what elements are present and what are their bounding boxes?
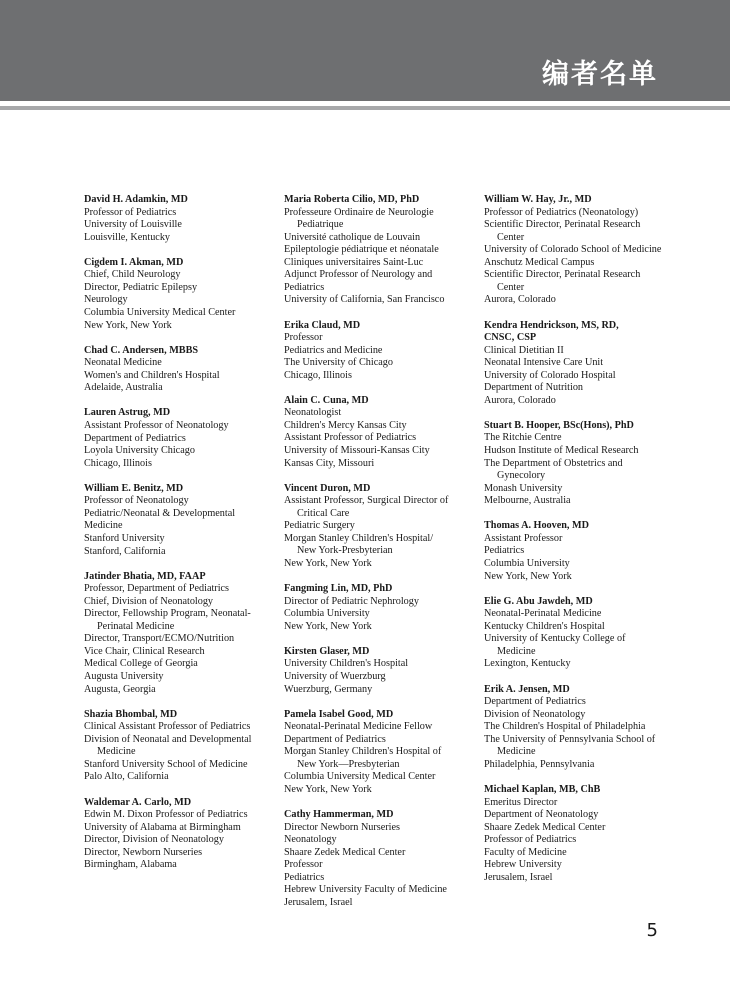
affiliation-line: Medicine — [497, 746, 536, 758]
affiliation-line: Gynecolory — [497, 470, 546, 482]
affiliation-line: Columbia University Medical Center — [84, 306, 236, 318]
affiliation-line: The Children's Hospital of Philadelphia — [484, 721, 646, 733]
affiliation-line: University of Wuerzburg — [284, 671, 386, 683]
affiliation-line: Center — [497, 231, 525, 243]
affiliation-line: Scientific Director, Perinatal Research — [484, 219, 641, 231]
affiliation-line: Assistant Professor of Neonatology — [84, 419, 229, 431]
affiliation-line: Assistant Professor — [484, 532, 563, 544]
affiliation-line: Professor, Department of Pediatrics — [84, 583, 230, 595]
affiliation-line: New York—Presbyterian — [297, 758, 400, 770]
contributor-name: Kirsten Glaser, MD — [284, 645, 370, 657]
contributor-name: Thomas A. Hooven, MD — [484, 520, 589, 532]
affiliation-line: The Department of Obstetrics and — [484, 457, 623, 469]
header-rule — [0, 106, 730, 110]
affiliation-line: Pediatric/Neonatal & Developmental Medicine — [84, 507, 236, 532]
contributor-name: Shazia Bhombal, MD — [84, 708, 178, 720]
contributor-entry — [484, 596, 674, 671]
affiliation-line: Neonatal-Perinatal Medicine — [484, 608, 602, 620]
affiliation-line: University Children's Hospital — [284, 658, 409, 670]
affiliation-line: University of Colorado School of Medicine — [484, 244, 662, 256]
affiliation-line: Aurora, Colorado — [484, 294, 556, 306]
affiliation-line: Director of Pediatric Nephrology — [284, 595, 419, 607]
contributor-entry — [84, 257, 274, 332]
affiliation-line: Augusta University — [84, 671, 164, 683]
affiliation-line: Shaare Zedek Medical Center — [284, 846, 406, 858]
contributor-entry — [284, 809, 474, 909]
affiliation-line: Professor — [284, 332, 323, 344]
affiliation-line: Neonatologist — [284, 407, 342, 419]
contributor-name: Erik A. Jensen, MD — [484, 683, 570, 695]
affiliation-line: Department of Pediatrics — [484, 696, 586, 708]
contributor-name: Jatinder Bhatia, MD, FAAP — [84, 570, 206, 582]
contributor-column-2 — [284, 194, 474, 922]
affiliation-line: Morgan Stanley Children's Hospital/ — [284, 532, 434, 544]
affiliation-line: Stanford, California — [84, 545, 166, 557]
affiliation-line: Aurora, Colorado — [484, 394, 556, 406]
affiliation-line: Pediatrics and Medicine — [284, 344, 383, 356]
affiliation-line: Philadelphia, Pennsylvania — [484, 758, 595, 770]
affiliation-line: Assistant Professor of Pediatrics — [284, 432, 417, 444]
affiliation-line: Director, Newborn Nurseries — [84, 846, 203, 858]
affiliation-line: Chief, Child Neurology — [84, 269, 181, 281]
affiliation-line: Stanford University — [84, 532, 165, 544]
contributor-name: Pamela Isabel Good, MD — [284, 708, 394, 720]
contributor-entry — [284, 646, 474, 696]
contributor-entry — [484, 420, 674, 508]
contributor-entry — [84, 345, 274, 395]
affiliation-line: Director, Transport/ECMO/Nutrition — [84, 633, 235, 645]
affiliation-line: New York-Presbyterian — [297, 545, 393, 557]
affiliation-line: Department of Nutrition — [484, 382, 584, 394]
contributor-column-3 — [484, 194, 674, 897]
page-number: 5 — [646, 920, 658, 941]
affiliation-line: Hebrew University — [484, 859, 562, 871]
affiliation-line: University of Colorado Hospital — [484, 369, 616, 381]
contributor-name: Elie G. Abu Jawdeh, MD — [484, 595, 593, 607]
affiliation-line: Pediatrics — [484, 545, 525, 557]
contributor-entry — [84, 407, 274, 470]
affiliation-line: Chicago, Illinois — [84, 457, 152, 469]
affiliation-line: Perinatal Medicine — [97, 620, 175, 632]
affiliation-line: Director, Division of Neonatology — [84, 834, 224, 846]
contributor-name: Stuart B. Hooper, BSc(Hons), PhD — [484, 419, 634, 431]
page-title: 编者名单 — [542, 59, 658, 90]
contributor-name: William E. Benitz, MD — [84, 482, 184, 494]
affiliation-line: University of Kentucky College of — [484, 633, 626, 645]
affiliation-line: Pediatrics — [284, 871, 325, 883]
affiliation-line: Assistant Professor, Surgical Director of — [284, 495, 449, 507]
affiliation-line: Center — [497, 281, 525, 293]
affiliation-line: Medical College of Georgia — [84, 658, 198, 670]
affiliation-line: The University of Pennsylvania School of — [484, 733, 656, 745]
affiliation-line: Monash University — [484, 482, 563, 494]
affiliation-line: Division of Neonatology — [484, 708, 586, 720]
contributor-name: Fangming Lin, MD, PhD — [284, 583, 393, 595]
contributor-entry — [84, 571, 274, 696]
affiliation-line: Professor of Pediatrics — [484, 834, 577, 846]
contributor-name: William W. Hay, Jr., MD — [484, 194, 592, 205]
affiliation-line: Stanford University School of Medicine — [84, 758, 248, 770]
affiliation-line: University of Louisville — [84, 219, 182, 231]
affiliation-line: New York, New York — [284, 783, 372, 795]
contributor-entry — [284, 483, 474, 571]
contributor-name: Alain C. Cuna, MD — [284, 394, 369, 406]
contributor-name: Erika Claud, MD — [284, 319, 361, 331]
affiliation-line: University of California, San Francisco — [284, 294, 445, 306]
affiliation-line: Columbia University — [284, 608, 370, 620]
affiliation-line: Columbia University — [484, 558, 570, 569]
affiliation-line: Clinical Dietitian II — [484, 344, 564, 356]
affiliation-line: University of Alabama at Birmingham — [84, 821, 241, 833]
contributor-column-1 — [84, 194, 274, 884]
affiliation-line: Morgan Stanley Children's Hospital of — [284, 746, 442, 758]
affiliation-line: New York, New York — [284, 620, 372, 632]
affiliation-line: Adjunct Professor of Neurology and Pediatrics — [284, 269, 433, 293]
contributor-entry — [84, 797, 274, 872]
affiliation-line: Shaare Zedek Medical Center — [484, 821, 606, 833]
contributor-entry — [284, 709, 474, 797]
affiliation-line: Cliniques universitaires Saint-Luc — [284, 256, 424, 268]
contributor-name: Kendra Hendrickson, MS, RD, — [484, 319, 619, 331]
contributor-name: Chad C. Andersen, MBBS — [84, 344, 199, 356]
affiliation-line: Department of Pediatrics — [84, 432, 186, 444]
contributor-name: Cigdem I. Akman, MD — [84, 256, 184, 268]
affiliation-line: Director Newborn Nurseries — [284, 821, 400, 833]
affiliation-line: Loyola University Chicago — [84, 445, 195, 457]
contributor-name-continued: CNSC, CSP — [484, 332, 537, 344]
affiliation-line: Pediatrique — [297, 219, 344, 231]
contributor-name: Cathy Hammerman, MD — [284, 809, 394, 821]
affiliation-line: Critical Care — [297, 507, 350, 519]
contributor-entry — [484, 784, 674, 884]
affiliation-line: The Ritchie Centre — [484, 432, 562, 444]
affiliation-line: Scientific Director, Perinatal Research — [484, 269, 641, 281]
contributor-name: Vincent Duron, MD — [284, 482, 371, 494]
affiliation-line: Medicine — [497, 645, 536, 657]
affiliation-line: Clinical Assistant Professor of Pediatrics — [84, 721, 251, 733]
affiliation-line: Emeritus Director — [484, 796, 558, 808]
affiliation-line: Professor of Pediatrics — [84, 206, 177, 218]
affiliation-line: Vice Chair, Clinical Research — [84, 645, 205, 657]
affiliation-line: Hudson Institute of Medical Research — [484, 445, 639, 457]
affiliation-line: Chief, Division of Neonatology — [84, 595, 214, 607]
affiliation-line: Professor of Pediatrics (Neonatology) — [484, 206, 639, 218]
affiliation-line: Jerusalem, Israel — [284, 896, 353, 908]
contributor-entry — [484, 194, 674, 307]
contributor-name: Maria Roberta Cilio, MD, PhD — [284, 194, 420, 205]
affiliation-line: Children's Mercy Kansas City — [284, 419, 407, 431]
affiliation-line: Medicine — [97, 746, 136, 758]
affiliation-line: Anschutz Medical Campus — [484, 256, 595, 268]
affiliation-line: Université catholique de Louvain — [284, 231, 421, 243]
contributor-entry — [484, 520, 674, 583]
affiliation-line: Epileptologie pédiatrique et néonatale — [284, 244, 439, 256]
affiliation-line: Melbourne, Australia — [484, 495, 571, 507]
affiliation-line: Pediatric Surgery — [284, 520, 355, 532]
affiliation-line: Professor of Neonatology — [84, 495, 189, 507]
contributor-entry — [484, 684, 674, 772]
affiliation-line: Chicago, Illinois — [284, 369, 352, 381]
affiliation-line: New York, New York — [284, 558, 372, 569]
contributor-entry — [284, 395, 474, 470]
affiliation-line: Professeure Ordinaire de Neurologie — [284, 206, 434, 218]
affiliation-line: Neurology — [84, 294, 128, 306]
affiliation-line: Women's and Children's Hospital — [84, 369, 220, 381]
affiliation-line: Division of Neonatal and Developmental — [84, 733, 252, 745]
affiliation-line: Edwin M. Dixon Professor of Pediatrics — [84, 809, 248, 821]
contributor-name: Michael Kaplan, MB, ChB — [484, 783, 601, 795]
contributor-name: Waldemar A. Carlo, MD — [84, 796, 192, 808]
affiliation-line: Adelaide, Australia — [84, 382, 163, 394]
affiliation-line: Director, Fellowship Program, Neonatal- — [84, 608, 251, 620]
contributor-name: David H. Adamkin, MD — [84, 194, 188, 205]
affiliation-line: Department of Pediatrics — [284, 733, 386, 745]
affiliation-line: Louisville, Kentucky — [84, 231, 171, 243]
affiliation-line: Birmingham, Alabama — [84, 859, 177, 871]
affiliation-line: Columbia University Medical Center — [284, 771, 436, 783]
affiliation-line: Kansas City, Missouri — [284, 457, 375, 469]
affiliation-line: Jerusalem, Israel — [484, 871, 553, 883]
affiliation-line: Neonatal-Perinatal Medicine Fellow — [284, 721, 433, 733]
affiliation-line: Professor — [284, 859, 323, 871]
affiliation-line: New York, New York — [84, 319, 172, 331]
affiliation-line: Kentucky Children's Hospital — [484, 620, 605, 632]
affiliation-line: The University of Chicago — [284, 357, 393, 369]
affiliation-line: Lexington, Kentucky — [484, 658, 571, 670]
affiliation-line: Wuerzburg, Germany — [284, 683, 373, 695]
contributor-entry — [484, 320, 674, 408]
affiliation-line: Neonatal Medicine — [84, 357, 162, 369]
contributor-entry — [84, 194, 274, 244]
affiliation-line: Director, Pediatric Epilepsy — [84, 281, 198, 293]
contributor-name: Lauren Astrug, MD — [84, 407, 171, 419]
affiliation-line: Hebrew University Faculty of Medicine — [284, 884, 447, 896]
contributor-entry — [84, 709, 274, 784]
affiliation-line: Augusta, Georgia — [84, 683, 156, 695]
affiliation-line: New York, New York — [484, 570, 572, 582]
affiliation-line: Palo Alto, California — [84, 771, 169, 783]
contributor-entry — [84, 483, 274, 558]
affiliation-line: University of Missouri-Kansas City — [284, 445, 430, 457]
affiliation-line: Department of Neonatology — [484, 809, 599, 821]
contributor-entry — [284, 320, 474, 383]
affiliation-line: Neonatal Intensive Care Unit — [484, 357, 604, 369]
affiliation-line: Faculty of Medicine — [484, 846, 567, 858]
contributor-entry — [284, 583, 474, 633]
affiliation-line: Neonatology — [284, 834, 337, 846]
contributor-entry — [284, 194, 474, 307]
